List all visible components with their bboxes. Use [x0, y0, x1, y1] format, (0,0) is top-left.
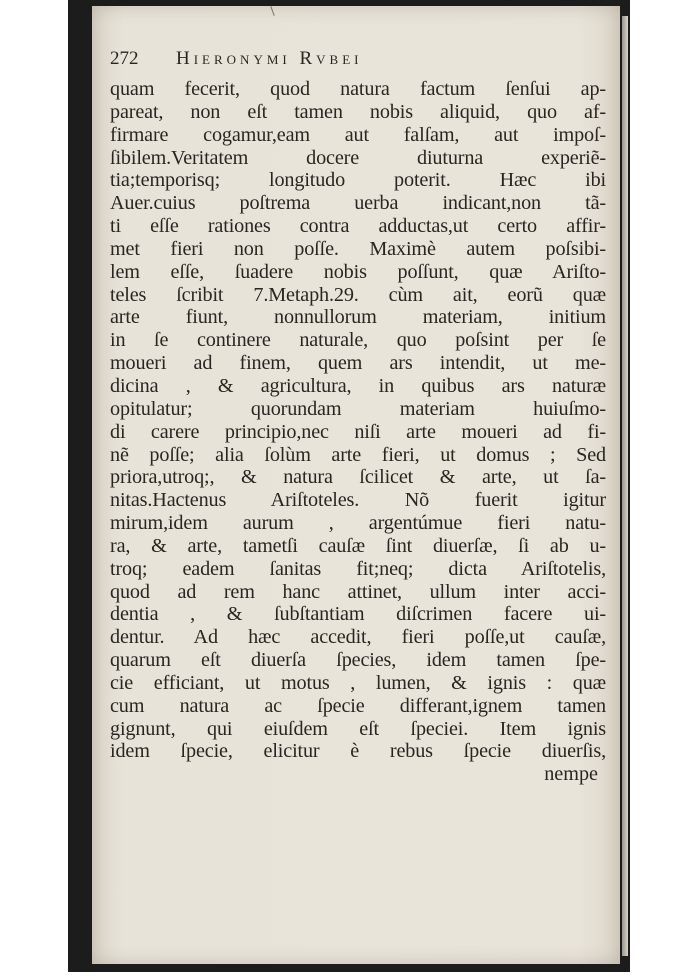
- text-line: lem eſſe, ſuadere nobis poſſunt, quæ Ariſto-: [110, 260, 606, 283]
- text-line: moueri ad finem, quem ars intendit, ut me-: [110, 352, 606, 375]
- text-line: teles ſcribit 7.Metaph.29. cùm ait, eorũ quæ: [110, 283, 606, 306]
- text-line: firmare cogamur,eam aut falſam, aut impoſ-: [110, 123, 606, 146]
- text-line: idem ſpecie, elicitur è rebus ſpecie diuerſis,: [110, 740, 606, 763]
- body-text: [110, 78, 610, 763]
- text-line: dicina , & agricultura, in quibus ars naturæ: [110, 374, 606, 397]
- text-line: di carere principio,nec niſi arte moueri ad fi-: [110, 420, 606, 443]
- text-line: opitulatur; quorundam materiam huiuſmo-: [110, 397, 606, 420]
- text-line: quod ad rem hanc attinet, ullum inter acci-: [110, 580, 606, 603]
- text-line: tia;temporisq; longitudo poterit. Hæc ibi: [110, 169, 606, 192]
- text-line: ra, & arte, tametſi cauſæ ſint diuerſæ, ſi ab u-: [110, 534, 606, 557]
- text-line: ti eſſe rationes contra adductas,ut certo affir-: [110, 215, 606, 238]
- text-line: met fieri non poſſe. Maximè autem poſsibi-: [110, 237, 606, 260]
- text-line: troq; eadem ſanitas fit;neq; dicta Ariſtotelis,: [110, 557, 606, 580]
- text-line: quarum eſt diuerſa ſpecies, idem tamen ſpe-: [110, 649, 606, 672]
- text-line: cie efficiant, ut motus , lumen, & ignis : quæ: [110, 671, 606, 694]
- text-line: ſibilem.Veritatem docere diuturna experiẽ-: [110, 146, 606, 169]
- running-head: [110, 48, 610, 78]
- text-line: quam fecerit, quod natura factum ſenſui ap-: [110, 78, 606, 100]
- text-line: nitas.Hactenus Ariſtoteles. Nõ fuerit igitur: [110, 489, 606, 512]
- page-edge: [622, 16, 628, 956]
- text-line: dentia , & ſubſtantiam diſcrimen facere ui-: [110, 603, 606, 626]
- text-line: arte fiunt, nonnullorum materiam, initium: [110, 306, 606, 329]
- text-line: nẽ poſſe; alia ſolùm arte fieri, ut domus ; Sed: [110, 443, 606, 466]
- text-line: gignunt, qui eiuſdem eſt ſpeciei. Item ignis: [110, 717, 606, 740]
- text-line: pareat, non eſt tamen nobis aliquid, quo af-: [110, 100, 606, 123]
- text-line: Auer.cuius poſtrema uerba indicant,non tã-: [110, 192, 606, 215]
- catchword: nempe: [544, 763, 598, 786]
- text-line: priora,utroq;, & natura ſcilicet & arte, ut ſa-: [110, 466, 606, 489]
- running-title: Hieronymi Rvbei: [176, 48, 363, 69]
- text-line: cum natura ac ſpecie differant,ignem tamen: [110, 694, 606, 717]
- text-line: in ſe continere naturale, quo poſsint per ſe: [110, 329, 606, 352]
- text-line: mirum,idem aurum , argentúmue fieri natu-: [110, 512, 606, 535]
- text-block: [110, 48, 610, 786]
- text-line: dentur. Ad hæc accedit, fieri poſſe,ut cauſæ,: [110, 626, 606, 649]
- catchword-row: [110, 763, 606, 786]
- page-number: 272: [110, 48, 139, 69]
